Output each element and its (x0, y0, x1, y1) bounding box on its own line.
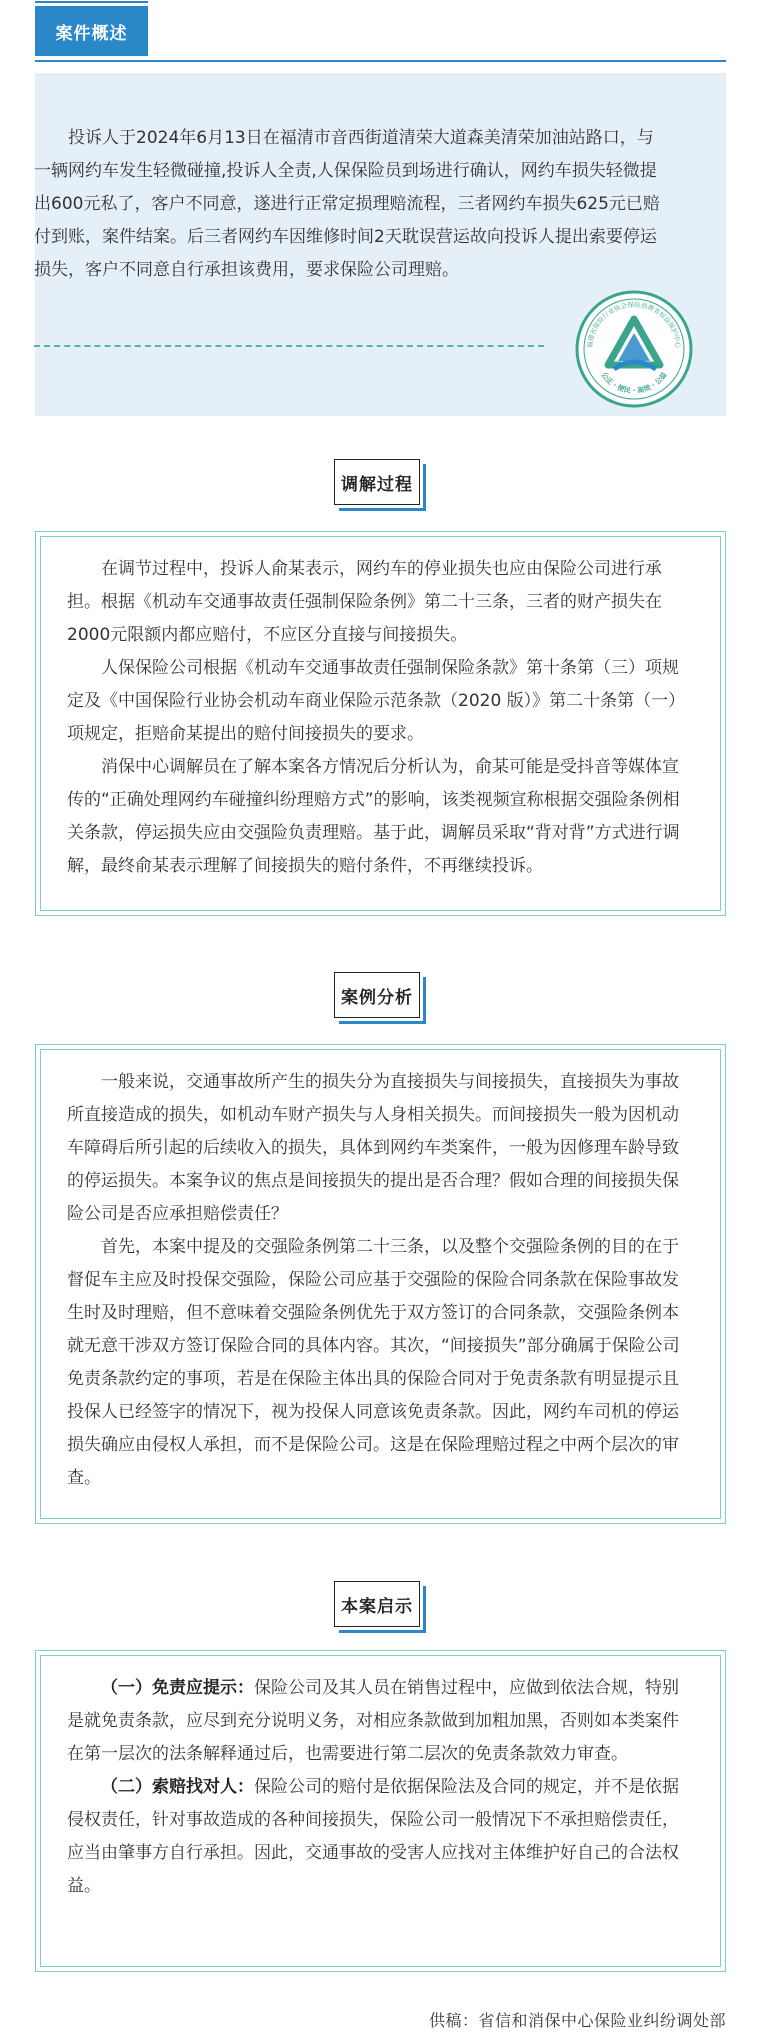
svg-text:公正 · 便民 · 高效 · 公益: 公正 · 便民 · 高效 · 公益 (599, 370, 669, 395)
insight-item (67, 1771, 694, 1903)
overview-divider (35, 60, 726, 62)
overview-text: 投诉人于2024年6月13日在福清市音西街道清荣大道森美清荣加油站路口，与一辆网约车发生轻微碰撞,投诉人全责,人保保险员到场进行确认，网约车损失轻微提出600元私了，客户不同意，遂进行正常定损理赔流程，三者网约车损失625元已赔付到账，案件结案。后三者网约车因维修时间2天耽误营运故向投诉人提出索要停运损失，客户不同意自行承担该费用，要求保险公司理赔。 (34, 128, 660, 280)
insight-item-text: 保险公司及其人员在销售过程中，应做到依法合规，特别是就免责条款，应尽到充分说明义务，对相应条款做到加粗加黑，否则如本类案件在第一层次的法条解释通过后，也需要进行第二层次的免责条款效力审查。 (67, 1678, 679, 1764)
mediation-paragraph: 在调节过程中，投诉人俞某表示，网约车的停业损失也应由保险公司进行承担。根据《机动车交通事故责任强制保险条例》第二十三条，三者的财产损失在2000元限额内都应赔付，不应区分直接与间接损失。 (67, 559, 662, 645)
svg-text:福建省保险行业协会保险消费者权益保护中心: 福建省保险行业协会保险消费者权益保护中心 (585, 300, 683, 349)
analysis-content (67, 1066, 694, 1495)
mediation-content (67, 553, 694, 883)
insight-item-text: 保险公司的赔付是依据保险法及合同的规定，并不是依据侵权责任，针对事故造成的各种间接损失，保险公司一般情况下不承担赔偿责任，应当由肇事方自行承担。因此，交通事故的受害人应找对主体维护好自己的合法权益。 (67, 1777, 679, 1896)
insight-content (67, 1672, 694, 1903)
dashed-divider (34, 345, 544, 347)
mediation-title: 调解过程 (334, 459, 420, 505)
insight-title: 本案启示 (334, 1581, 420, 1627)
insight-item-label: （一）免责应提示： (101, 1678, 254, 1698)
mediation-paragraph: 消保中心调解员在了解本案各方情况后分析认为，俞某可能是受抖音等媒体宣传的“正确处理网约车碰撞纠纷理赔方式”的影响，该类视频宣称根据交强险条例相关条款，停运损失应由交强险负责理赔。基于此，调解员采取“背对背”方式进行调解，最终俞某表示理解了间接损失的赔付条件，不再继续投诉。 (67, 757, 680, 876)
mediation-paragraph: 人保保险公司根据《机动车交通事故责任强制保险条款》第十条第（三）项规定及《中国保险行业协会机动车商业保险示范条款（2020 版）》第二十条第（一）项规定，拒赔俞某提出的赔付间接损失的要求。 (67, 658, 686, 744)
mediation-header (334, 459, 424, 509)
source-credit: 供稿：省信和消保中心保险业纠纷调处部 (428, 2011, 726, 2030)
consumer-protection-seal-icon (574, 289, 694, 409)
analysis-title: 案例分析 (334, 972, 420, 1018)
overview-tab: 案件概述 (35, 6, 148, 56)
analysis-header (334, 972, 424, 1022)
insight-header (334, 1581, 424, 1631)
analysis-paragraph: 一般来说，交通事故所产生的损失分为直接损失与间接损失，直接损失为事故所直接造成的损失，如机动车财产损失与人身相关损失。而间接损失一般为因机动车障碍后所引起的后续收入的损失，具体到网约车类案件，一般为因修理车龄导致的停运损失。本案争议的焦点是间接损失的提出是否合理？假如合理的间接损失保险公司是否应承担赔偿责任？ (67, 1072, 679, 1224)
insight-item (67, 1672, 694, 1771)
insight-item-label: （二）索赔找对人： (101, 1777, 254, 1797)
mediation-frame (35, 531, 726, 916)
analysis-frame (35, 1044, 726, 1524)
insight-frame (35, 1650, 726, 1972)
analysis-paragraph: 首先，本案中提及的交强险条例第二十三条，以及整个交强险条例的目的在于督促车主应及时投保交强险，保险公司应基于交强险的保险合同条款在保险事故发生时及时理赔，但不意味着交强险条例优先于双方签订的合同条款，交强险条例本就无意干涉双方签订保险合同的具体内容。其次，“间接损失”部分确属于保险公司免责条款约定的事项，若是在保险主体出具的保险合同对于免责条款有明显提示且投保人已经签字的情况下，视为投保人同意该免责条款。因此，网约车司机的停运损失确应由侵权人承担，而不是保险公司。这是在保险理赔过程之中两个层次的审查。 (67, 1237, 680, 1488)
